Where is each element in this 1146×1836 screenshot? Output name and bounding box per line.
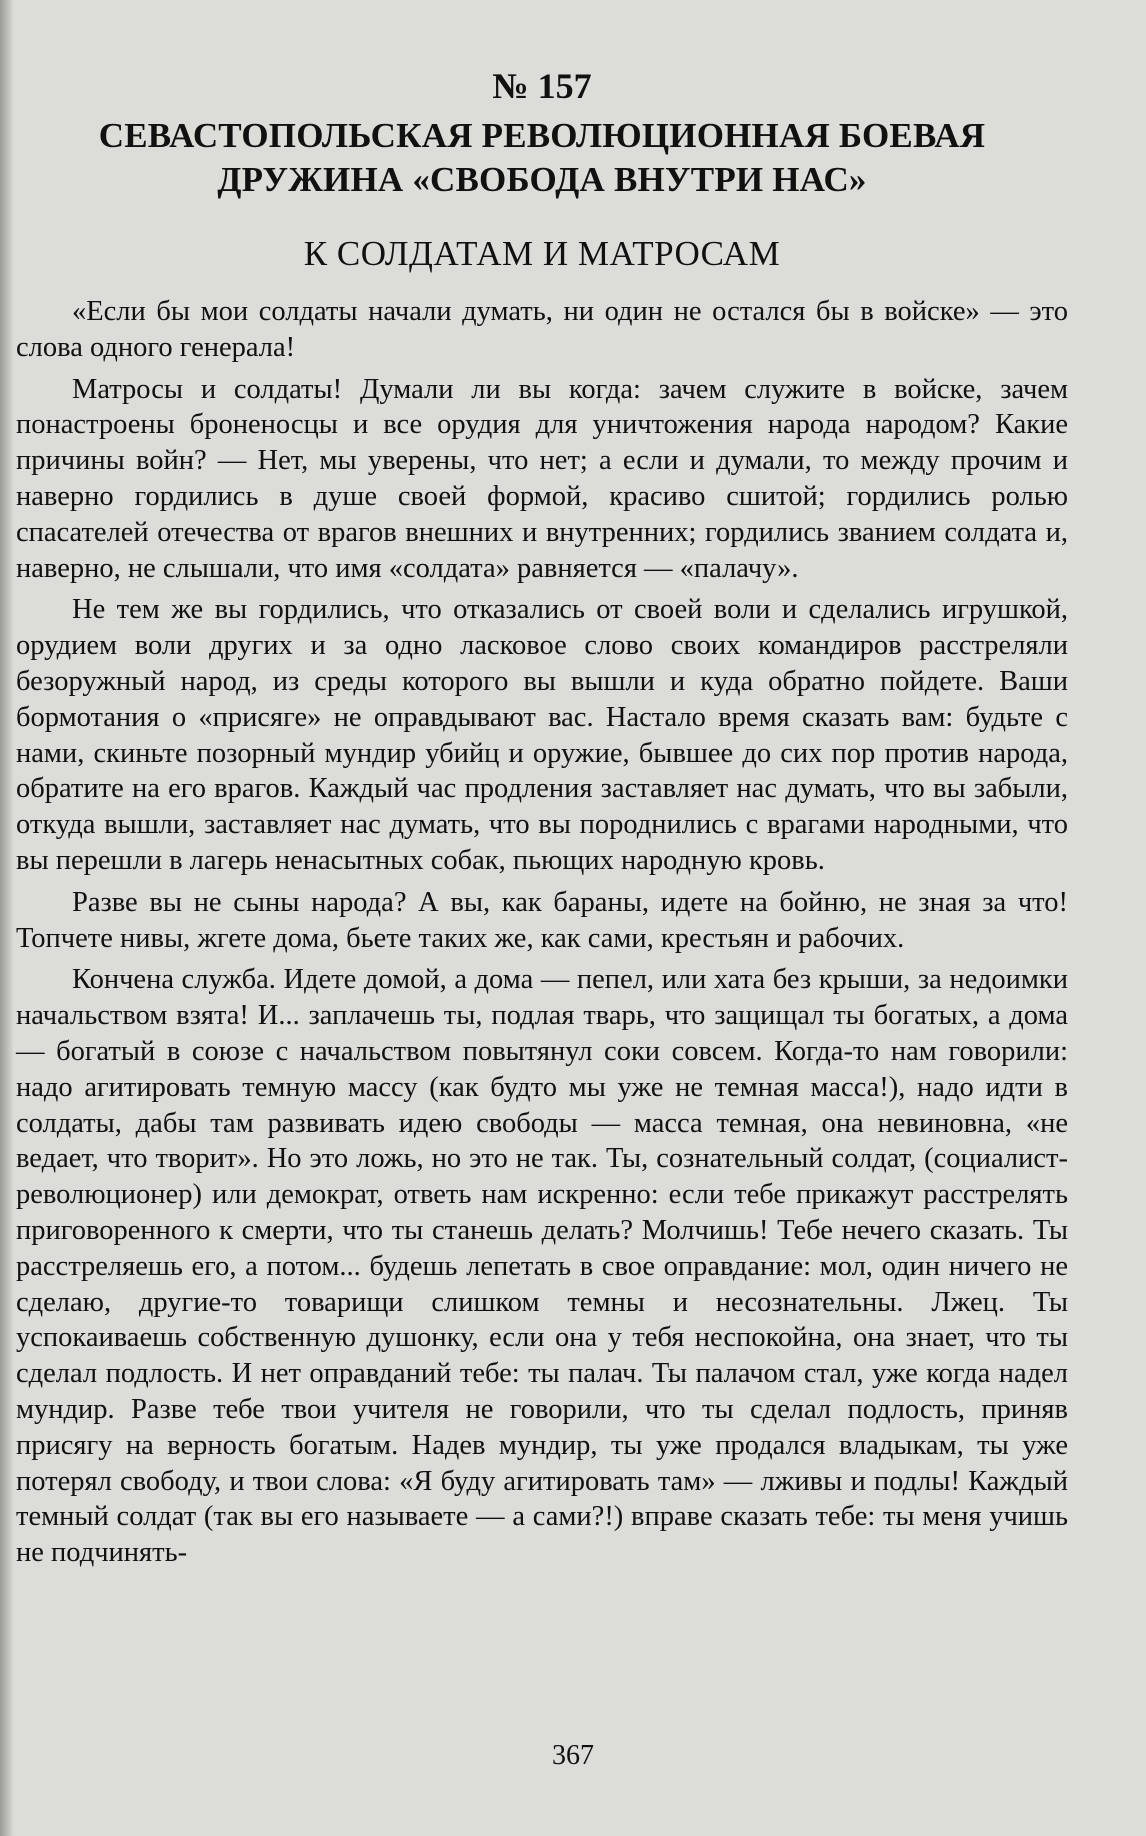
document-subtitle: К СОЛДАТАМ И МАТРОСАМ xyxy=(303,234,781,273)
document-title: СЕВАСТОПОЛЬСКАЯ РЕВОЛЮЦИОННАЯ БОЕВАЯ ДРУЖИНА «СВОБОДА ВНУТРИ НАС» xyxy=(98,116,986,199)
page-content xyxy=(16,50,1068,1577)
page-number: 367 xyxy=(552,1740,594,1771)
paragraph: «Если бы мои солдаты начали думать, ни один не остался бы в войске» — это слова одного генерала! xyxy=(16,296,1068,363)
paragraph: Не тем же вы гордились, что отказались от своей воли и сделались игрушкой, орудием воли других и за одно ласковое слово своих командиров расстреляли безоружный народ, из среды которого вы вышли и куда обратно пойдете. Ваши бормотания о «присяге» не оправдывают вас. Настало время сказать вам: будьте с нами, скиньте позорный мундир убийц и оружие, бывшее до сих пор против народа, обратите на его врагов. Каждый час продления заставляет нас думать, что вы забыли, откуда вышли, заставляет нас думать, что вы породнились с врагами народными, что вы перешли в лагерь ненасытных собак, пьющих народную кровь. xyxy=(16,594,1068,876)
paragraph: Разве вы не сыны народа? А вы, как бараны, идете на бойню, не зная за что! Топчете нивы, жгете дома, бьете таких же, как сами, крестьян и рабочих. xyxy=(16,886,1068,954)
paragraph: Кончена служба. Идете домой, а дома — пепел, или хата без крыши, за недоимки начальством взята! И... заплачешь ты, подлая тварь, что защищал ты богатых, а дома — богатый в союзе с начальством повытянул соки совсем. Когда-то нам говорили: надо агитировать темную массу (как будто мы уже не темная масса!), надо идти в солдаты, дабы там развивать идею свободы — масса темная, она невиновна, «не ведает, что творит». Но это ложь, но это не так. Ты, сознательный солдат, (социалист-революционер) или демократ, ответь нам искренно: если тебе прикажут расстрелять приговоренного к смерти, что ты станешь делать? Молчишь! Тебе нечего сказать. Ты расстреляешь его, а потом... будешь лепетать в свое оправдание: мол, один ничего не сделаю, другие-то товарищи слишком темны и несознательны. Лжец. Ты успокаиваешь собственную душонку, если она у тебя неспокойна, она знает, что ты сделал подлость. И нет оправданий тебе: ты палач. Ты палачом стал, уже когда надел мундир. Разве тебе твои учителя не говорили, что ты сделал подлость, приняв присягу на верность богатым. Надев мундир, ты уже продался владыкам, ты уже потерял свободу, и твои слова: «Я буду агитировать там» — лживы и подлы! Каждый темный солдат (так вы его называете — а сами?!) вправе сказать тебе: ты меня учишь не подчинять- xyxy=(16,964,1068,1569)
paragraph: Матросы и солдаты! Думали ли вы когда: зачем служите в войске, зачем понастроены броненосцы и все орудия для уничтожения народа народом? Какие причины войн? — Нет, мы уверены, что нет; а если и думали, то между прочим и наверно гордились в душе своей формой, красиво сшитой; гордились ролью спасателей отечества от врагов внешних и внутренних; гордились званием солдата и, наверно, не слышали, что имя «солдата» равняется — «палачу». xyxy=(16,373,1068,584)
document-number: № 157 xyxy=(492,66,592,106)
page-binding-shadow xyxy=(0,0,14,1836)
